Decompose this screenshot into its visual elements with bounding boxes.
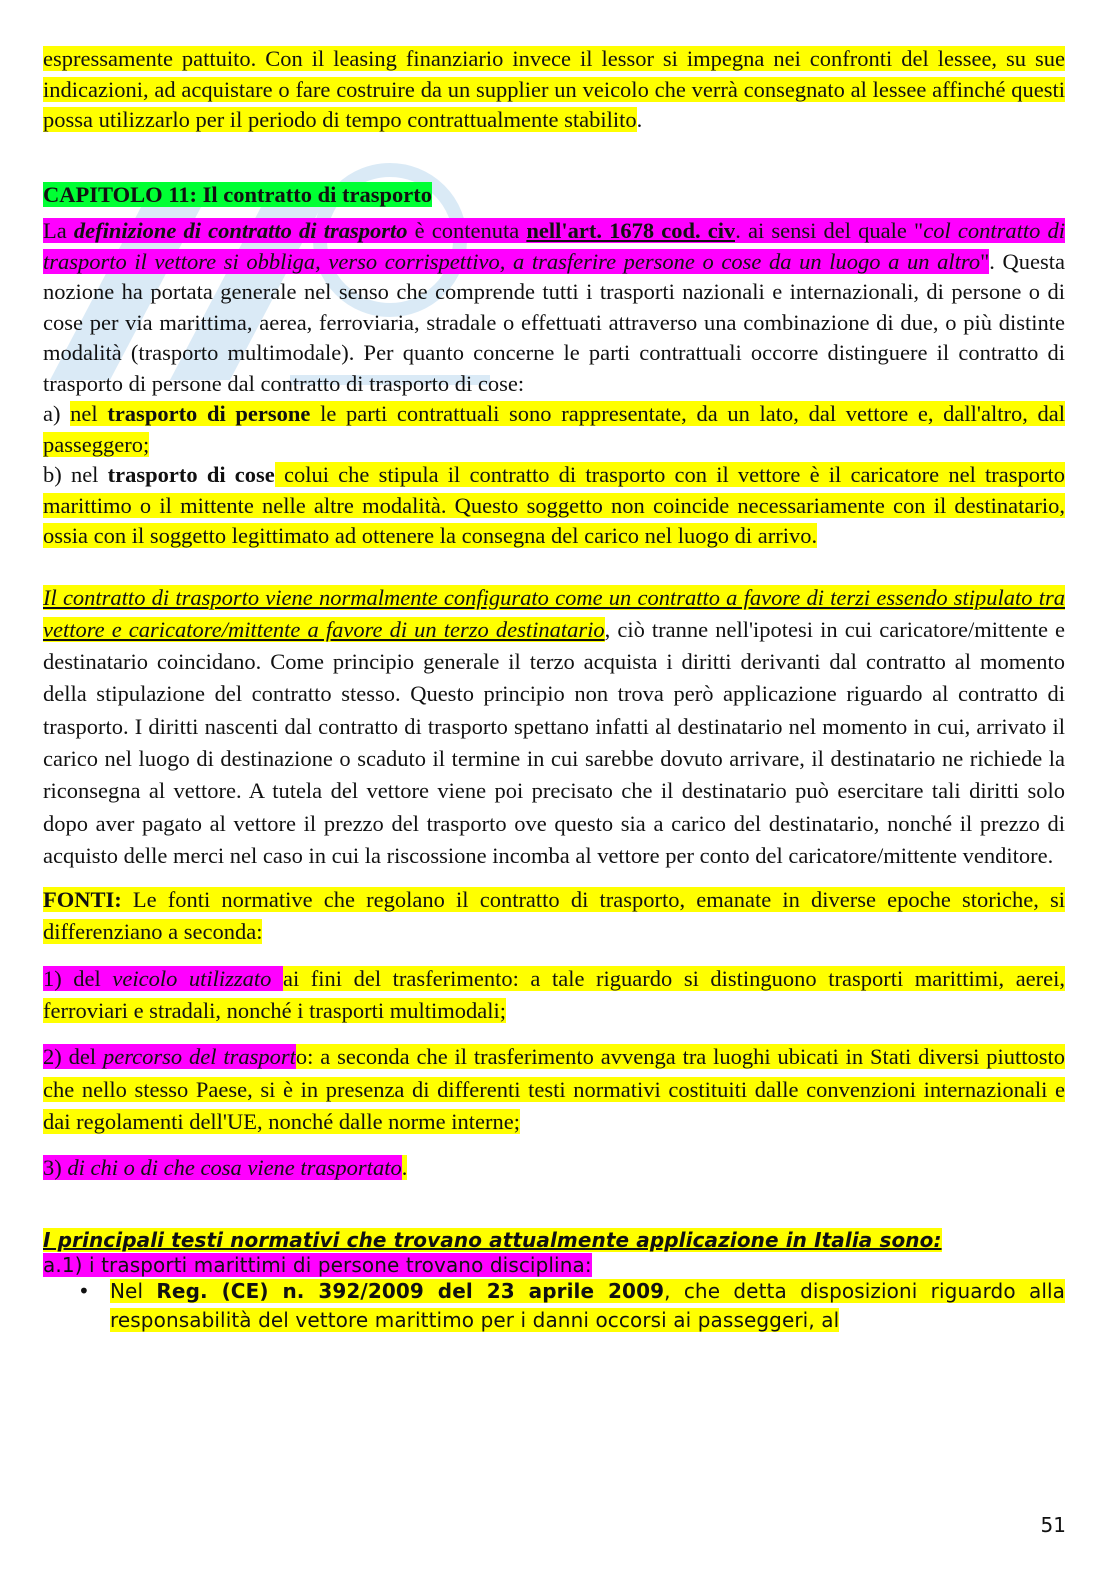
- bullet-icon: •: [78, 1278, 90, 1303]
- paragraph-leasing: espressamente pattuito. Con il leasing finanziario invece il lessor si impegna nei confronti del lessee, su sue indicazioni, ad acquistare o fare costruire da un supplier un veicolo che verrà consegnato al lessee affinché questi possa utilizzarlo per il periodo di tempo contrattualmente stabilito.: [43, 46, 1065, 132]
- fonte-percorso: 2) del percorso del trasporto: a seconda che il trasferimento avvenga tra luoghi ubicati in Stati diversi piuttosto che nello stesso Paese, si è in presenza di differenti testi normativi costituiti dalle convenzioni internazionali e dai regolamenti dell'UE, nonché dalle norme interne;: [43, 1044, 1065, 1134]
- document-page: [43, 44, 1065, 1335]
- principali-heading: I principali testi normativi che trovano attualmente applicazione in Italia sono:: [43, 1227, 942, 1252]
- chapter-heading: CAPITOLO 11: Il contratto di trasporto: [43, 181, 432, 207]
- item-trasporto-cose: b) nel trasporto di cose colui che stipula il contratto di trasporto con il vettore è il caricatore nel trasporto marittimo o il mittente nelle altre modalità. Questo soggetto non coincide necessariamente con il destinatario, ossia con il soggetto legittimato ad ottenere la consegna del carico nel luogo di arrivo.: [43, 462, 1065, 548]
- principali-subheading: a.1) i trasporti marittimi di persone trovano disciplina:: [43, 1252, 592, 1277]
- item-trasporto-persone: a) nel trasporto di persone le parti contrattuali sono rappresentate, da un lato, dal vettore e, dall'altro, dal passeggero;: [43, 401, 1065, 457]
- leasing-text: espressamente pattuito. Con il leasing finanziario invece il lessor si impegna nei confronti del lessee, su sue indicazioni, ad acquistare o fare costruire da un supplier un veicolo che verrà consegnato al lessee affinché questi possa utilizzarlo per il periodo di tempo contrattualmente stabilito: [43, 46, 1065, 132]
- paragraph-contratto-terzi: Il contratto di trasporto viene normalmente configurato come un contratto a favore di terzi essendo stipulato tra vettore e caricatore/mittente a favore di un terzo destinatario, ciò tranne nell'ipotesi in cui caricatore/mittente e destinatario coincidano. Come principio generale il terzo acquista i diritti derivanti dal contratto al momento della stipulazione del contratto stesso. Questo principio non trova però applicazione riguardo al contratto di trasporto. I diritti nascenti dal contratto di trasporto spettano infatti al destinatario nel momento in cui, arrivato il carico nel luogo di destinazione o scaduto il termine in cui sarebbe dovuto arrivare, il destinatario ne richiede la riconsegna al vettore. A tutela del vettore viene poi precisato che il destinatario può esercitare tali diritti solo dopo aver pagato al vettore il prezzo del trasporto ove questo sia a carico del destinatario, nonché il prezzo di acquisto delle merci nel caso in cui la riscossione incomba al vettore per conto del caricatore/mittente venditore.: [43, 584, 1066, 868]
- paragraph-definizione: La definizione di contratto di trasporto è contenuta nell'art. 1678 cod. civ. ai sensi del quale "col contratto di trasporto il vettore si obbliga, verso corrispettivo, a trasferire persone o cose da un luogo a un altro". Questa nozione ha portata generale nel senso che comprende tutti i trasporti nazionali e internazionali, di persone o di cose per via marittima, aerea, ferroviaria, stradale o effettuati attraverso una combinazione di due, o più distinte modalità (trasporto multimodale). Per quanto concerne le parti contrattuali occorre distinguere il contratto di trasporto di persone dal contratto di trasporto di cose:: [43, 218, 1065, 396]
- paragraph-fonti: FONTI: Le fonti normative che regolano il contratto di trasporto, emanate in diverse epoche storiche, si differenziano a seconda:: [43, 887, 1065, 945]
- bullet-item-reg-392: • Nel Reg. (CE) n. 392/2009 del 23 aprile 2009, che detta disposizioni riguardo alla responsabilità del vettore marittimo per i danni occorsi ai passeggeri, al: [78, 1278, 1065, 1332]
- article-reference: nell'art. 1678 cod. civ: [526, 218, 736, 243]
- fonti-label: FONTI:: [43, 887, 122, 913]
- page-number: 51: [1040, 1513, 1066, 1537]
- fonte-veicolo: 1) del veicolo utilizzato ai fini del trasferimento: a tale riguardo si distinguono trasporti marittimi, aerei, ferroviari e stradali, nonché i trasporti multimodali;: [43, 965, 1066, 1024]
- definition-quote: col contratto di trasporto il vettore si obbliga, verso corrispettivo, a trasferire persone o cose da un luogo a un altro: [43, 218, 1065, 274]
- fonte-soggetto: 3) di chi o di che cosa viene trasportato.: [43, 1155, 408, 1181]
